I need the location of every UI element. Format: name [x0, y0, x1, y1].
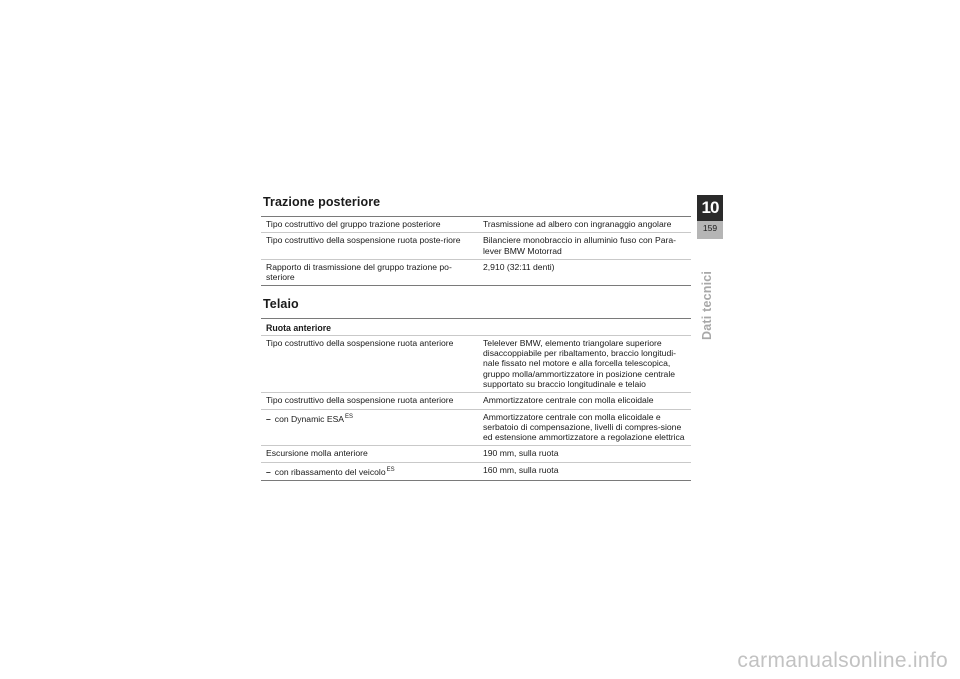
- option-marker: ES: [386, 466, 395, 473]
- spec-value: Telelever BMW, elemento triangolare superiore disaccoppiabile per ribaltamento, braccio longitudi-nale fissato nel motore e alla forcella telescopica, gruppo molla/ammortizzatore in posizione centrale supportato su braccio longitudinale e telaio: [478, 335, 691, 392]
- spec-key-option: [261, 462, 478, 480]
- subheading-front-wheel: Ruota anteriore: [261, 319, 691, 335]
- table-row: [261, 409, 691, 446]
- spec-key: Tipo costruttivo della sospensione ruota anteriore: [261, 393, 478, 409]
- spec-value: 190 mm, sulla ruota: [478, 446, 691, 462]
- frame-spec-table: [261, 318, 691, 481]
- table-row: [261, 217, 691, 233]
- table-row: [261, 335, 691, 392]
- chapter-side-label: Dati tecnici: [700, 270, 714, 340]
- spec-key-option: [261, 409, 478, 446]
- table-row: [261, 462, 691, 480]
- spec-key: Tipo costruttivo della sospensione ruota poste-riore: [261, 233, 478, 260]
- spec-key: Tipo costruttivo della sospensione ruota anteriore: [261, 335, 478, 392]
- manual-page-content: [261, 195, 691, 481]
- spec-key: Tipo costruttivo del gruppo trazione posteriore: [261, 217, 478, 233]
- page-number: 159: [702, 223, 718, 233]
- spec-value: Trasmissione ad albero con ingranaggio angolare: [478, 217, 691, 233]
- spec-value: Ammortizzatore centrale con molla elicoidale: [478, 393, 691, 409]
- dash-icon: –: [266, 413, 271, 424]
- section-title-frame: Telaio: [263, 297, 299, 312]
- spec-key-label: con Dynamic ESA: [274, 413, 345, 424]
- table-row: [261, 233, 691, 260]
- section-title-rear-drive: Trazione posteriore: [263, 195, 381, 209]
- spec-value: Ammortizzatore centrale con molla elicoidale e serbatoio di compensazione, livelli di compres-sione ed estensione ammortizzatore a regolazione elettrica: [478, 409, 691, 446]
- spec-key-label: con ribassamento del veicolo: [274, 466, 386, 477]
- table-subheading-row: [261, 319, 691, 335]
- watermark: carmanualsonline.info: [737, 649, 948, 672]
- spec-value: 2,910 (32:11 denti): [478, 259, 691, 286]
- chapter-tab: [697, 195, 723, 239]
- table-row: [261, 446, 691, 462]
- spec-value: Bilanciere monobraccio in alluminio fuso con Para-lever BMW Motorrad: [478, 233, 691, 260]
- rear-drive-spec-table: [261, 216, 691, 286]
- spec-key: Escursione molla anteriore: [261, 446, 478, 462]
- table-row: [261, 259, 691, 286]
- table-row: [261, 393, 691, 409]
- dash-icon: –: [266, 466, 271, 477]
- option-marker: ES: [345, 413, 354, 420]
- chapter-number: 10: [701, 198, 719, 217]
- spec-value: 160 mm, sulla ruota: [478, 462, 691, 480]
- spec-key: Rapporto di trasmissione del gruppo trazione po-steriore: [261, 259, 478, 286]
